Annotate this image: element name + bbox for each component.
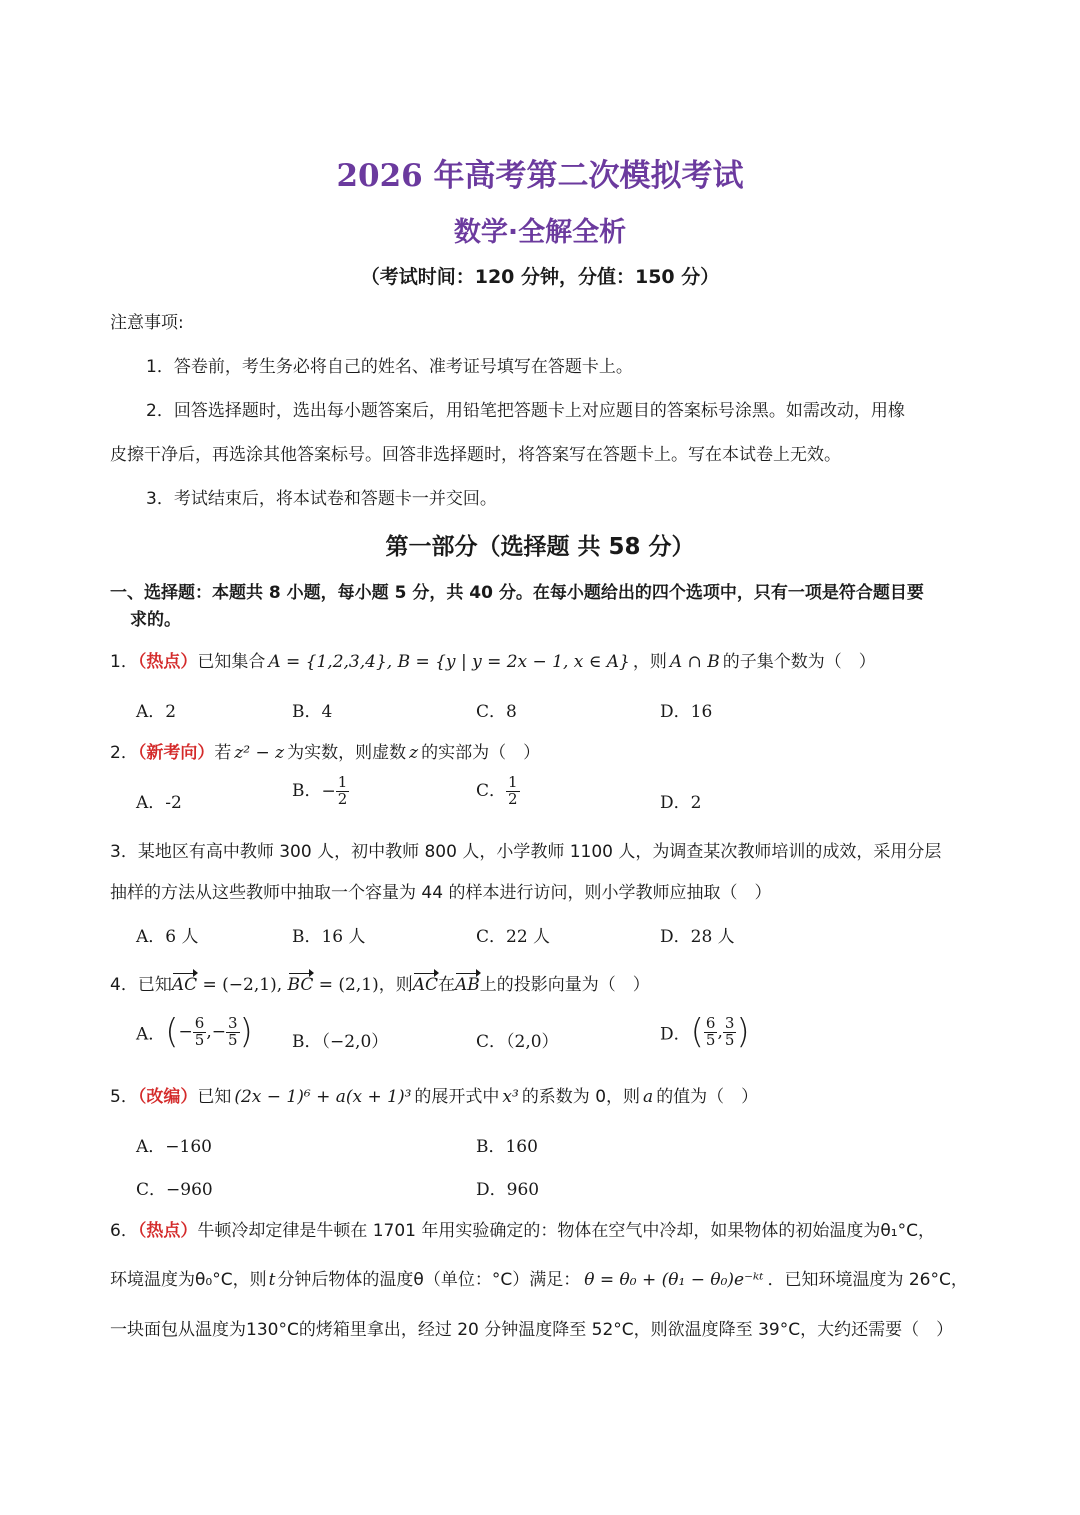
question-formula: z² − z [234,743,285,763]
q4-option-b: B．（−2,0） [292,1032,389,1052]
q4-option-d: D．( $\frac{6}{5}$ , $\frac{3}{5}$ ) [660,1012,750,1052]
q3-option-b: B．16 人 [292,927,366,947]
option-label: C． [476,780,507,801]
question-text: 的子集个数为（ ） [722,652,876,672]
q2-option-a: A．-2 [136,793,182,813]
question-var: a [643,1087,654,1107]
question-text: 已知集合 [197,652,266,672]
question-6-line1 [110,1216,935,1241]
question-number: 5． [110,1087,138,1107]
q1-option-a: A．2 [136,702,177,722]
question-formula: = (2,1) [313,975,379,995]
q3-option-a: A．6 人 [136,927,199,947]
question-text: 若 [214,743,232,763]
section-instruction-line2: 求的。 [130,610,181,630]
option-fraction: $\frac{1}{2}$ [337,773,348,808]
q4-option-a: A．(− $\frac{6}{5}$ ,− $\frac{3}{5}$ ) [136,1012,253,1052]
question-number: 2． [110,743,138,763]
question-number: 1． [110,652,138,672]
option-label: A． [136,1024,166,1045]
question-formula: A = {1,2,3,4}, B = {y | y = 2x − 1, x ∈ A} [268,652,630,672]
question-tag: （改编） [137,1087,198,1107]
question-1 [110,647,876,672]
question-formula: A ∩ B [669,652,720,672]
section-instruction-line1: 一、选择题：本题共 8 小题，每小题 5 分，共 40 分。在每小题给出的四个选项中，只有一项是符合题目要 [110,583,924,603]
question-5 [110,1082,758,1107]
question-var: z [409,743,419,763]
exam-title: 2026 年高考第二次模拟考试 [336,158,744,194]
notes-item-2-line1: 2．回答选择题时，选出每小题答案后，用铅笔把答题卡上对应题目的答案标号涂黑。如需改动，用橡 [146,401,905,421]
vector-ac: AC [412,975,439,995]
notes-item-3: 3．考试结束后，将本试卷和答题卡一并交回。 [146,489,497,509]
question-text: ，则 [378,975,413,995]
option-fraction: $\frac{1}{2}$ [508,773,518,808]
question-text: 上的投影向量为（ ） [479,975,650,995]
notes-heading: 注意事项: [110,313,184,333]
vector-bc: BC [287,975,314,995]
question-text: 已知 [197,1087,232,1107]
question-3-line1: 3．某地区有高中教师 300 人，初中教师 800 人，小学教师 1100 人，为调查某次教师培训的成效，采用分层 [110,842,942,862]
question-formula: = (−2,1), [197,975,288,995]
question-text: 的系数为 0，则 [521,1087,641,1107]
question-formula: x³ [502,1087,519,1107]
vector-ac: AC [171,975,198,995]
question-6-line2 [110,1265,968,1290]
notes-item-1: 1．答卷前，考生务必将自己的姓名、准考证号填写在答题卡上。 [146,357,633,377]
question-tag: （热点） [137,1221,198,1241]
exam-time-info: （考试时间：120 分钟，分值：150 分） [360,266,720,288]
question-var: t [268,1270,276,1290]
vector-ab: AB [455,975,480,995]
q2-option-d: D．2 [660,793,702,813]
question-number: 4．已知 [110,975,172,995]
q5-option-a: A．−160 [136,1137,212,1157]
q5-option-c: C．−960 [136,1180,213,1200]
question-3-line2: 抽样的方法从这些教师中抽取一个容量为 44 的样本进行访问，则小学教师应抽取（ ） [110,883,772,903]
question-text: 分钟后物体的温度θ（单位：°C）满足： [277,1270,581,1290]
q1-option-d: D．16 [660,702,713,722]
option-label: B． [292,780,322,801]
question-text: 的展开式中 [414,1087,500,1107]
question-text: 环境温度为θ₀°C，则 [110,1270,267,1290]
q2-option-c [476,775,520,808]
question-text: 为实数，则虚数 [287,743,407,763]
q1-option-b: B．4 [292,702,333,722]
option-sign: − [321,781,336,802]
q5-option-b: B．160 [476,1137,538,1157]
question-2 [110,738,540,763]
question-4 [110,970,650,995]
q4-option-c: C．（2,0） [476,1032,559,1052]
question-formula: (2x − 1)⁶ + a(x + 1)³ [234,1087,412,1107]
question-text: 在 [438,975,456,995]
q2-option-b [292,775,349,808]
question-text: ．已知环境温度为 26°C， [767,1270,968,1290]
notes-item-2-line2: 皮擦干净后，再选涂其他答案标号。回答非选择题时，将答案写在答题卡上。写在本试卷上无效。 [110,445,841,465]
question-number: 6． [110,1221,138,1241]
option-label: D． [660,1024,691,1045]
question-text: 的值为（ ） [656,1087,759,1107]
section-title: 第一部分（选择题 共 58 分） [385,534,695,560]
exam-subtitle: 数学·全解全析 [453,217,627,248]
q5-option-d: D．960 [476,1180,540,1200]
question-formula: θ = θ₀ + (θ₁ − θ₀)e⁻ᵏᵗ [584,1270,764,1290]
question-tag: （新考向） [137,743,215,763]
q1-option-c: C．8 [476,702,517,722]
question-tag: （热点） [137,652,198,672]
q3-option-c: C．22 人 [476,927,551,947]
question-text: 的实部为（ ） [421,743,541,763]
question-text: 牛顿冷却定律是牛顿在 1701 年用实验确定的：物体在空气中冷却，如果物体的初始温度为θ₁°C， [197,1221,935,1241]
question-6-line3: 一块面包从温度为130°C的烤箱里拿出，经过 20 分钟温度降至 52°C，则欲温度降至 39°C，大约还需要（ ） [110,1320,954,1340]
q3-option-d: D．28 人 [660,927,735,947]
question-text: ，则 [632,652,667,672]
